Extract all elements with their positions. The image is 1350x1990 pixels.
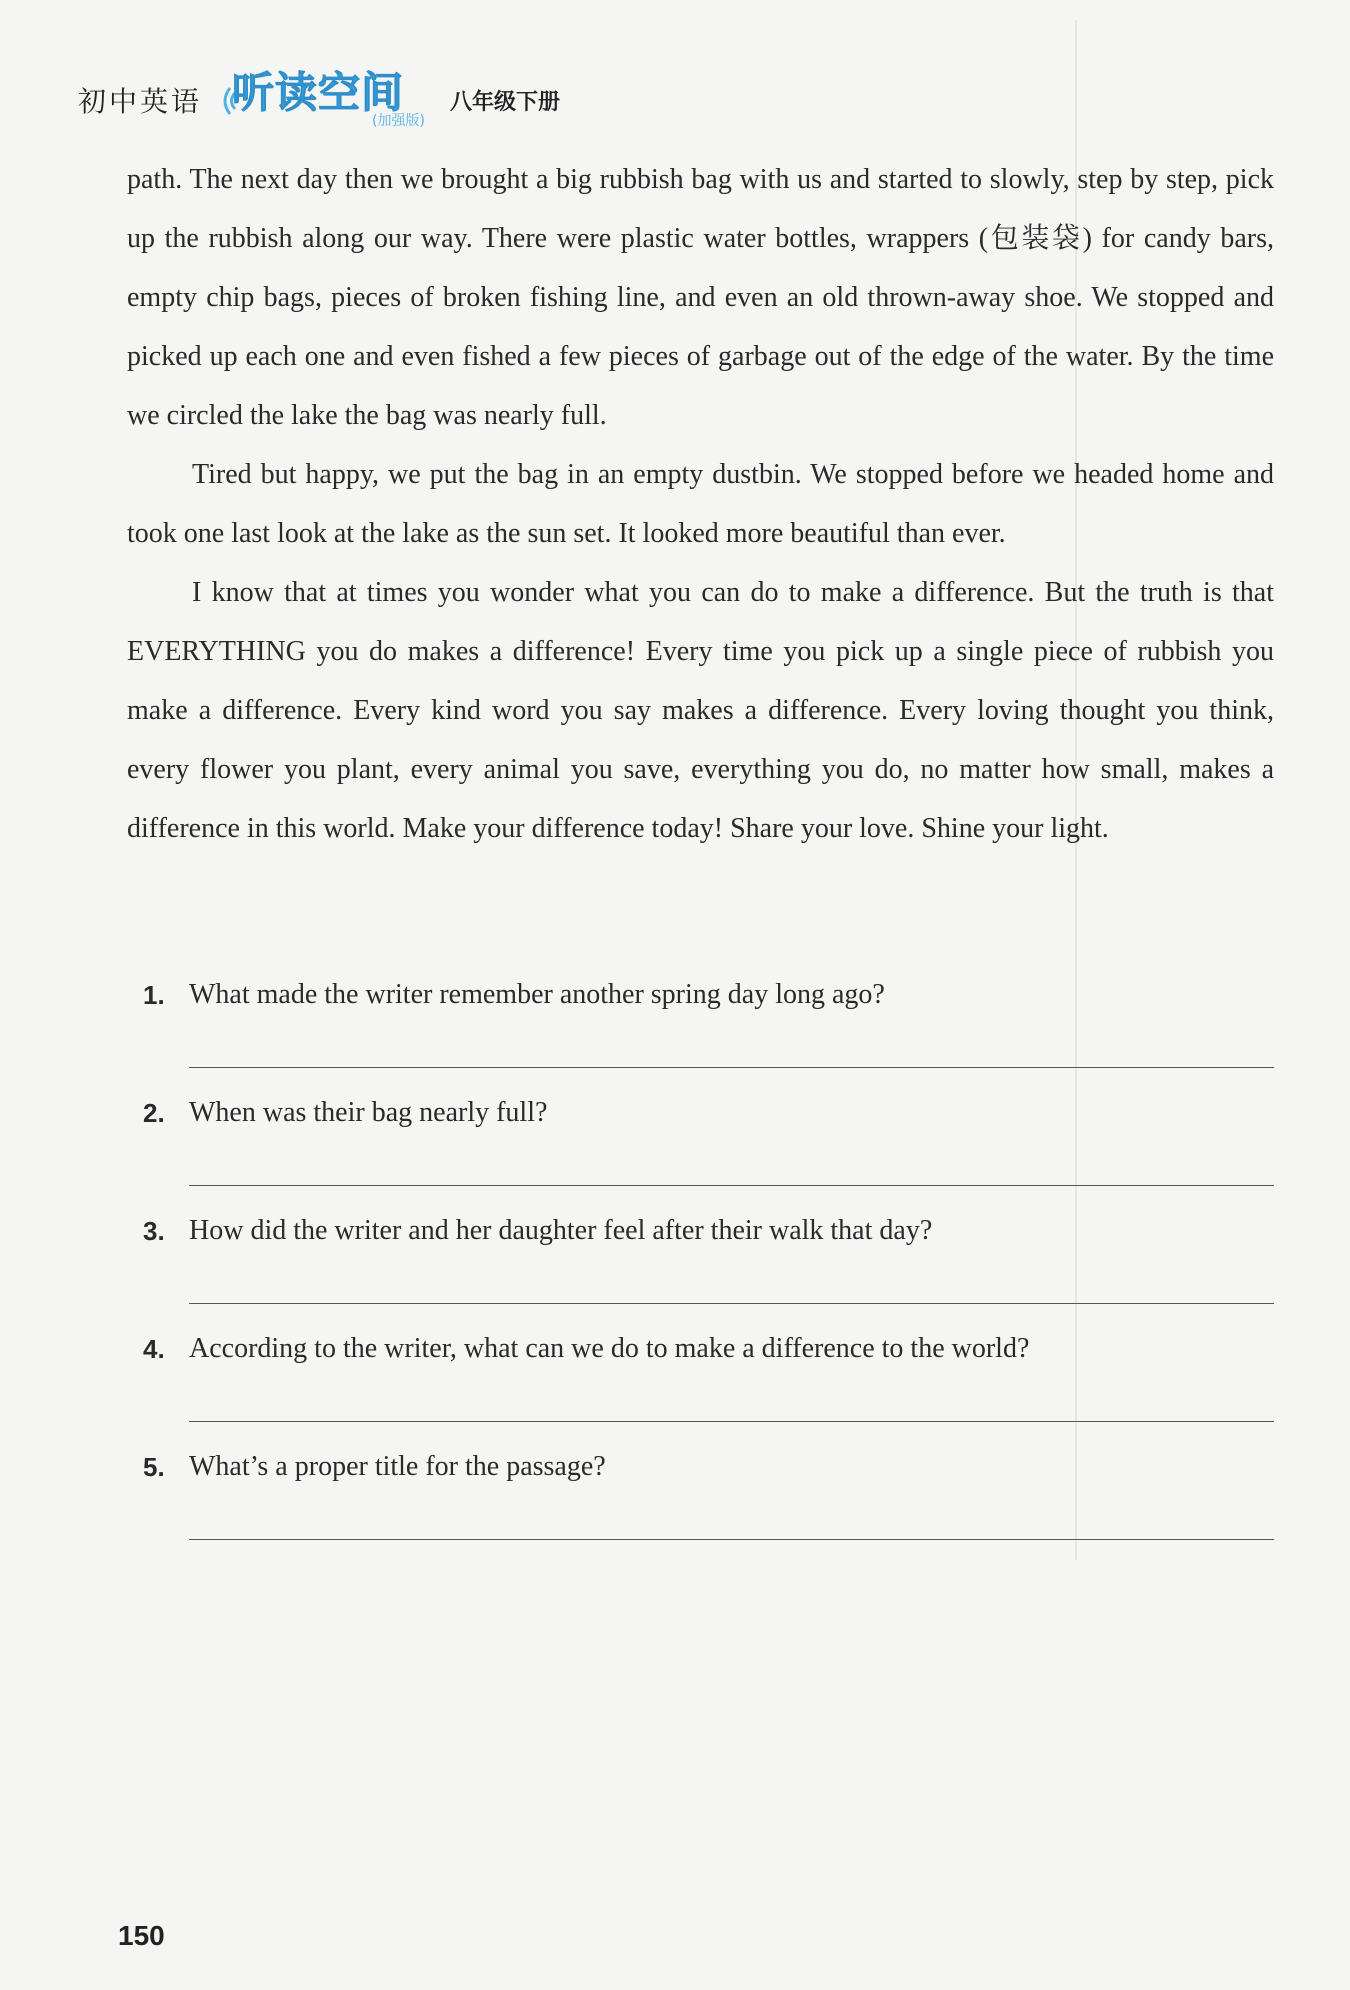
- question-text: What made the writer remember another spring day long ago?: [189, 979, 885, 1010]
- answer-line[interactable]: [189, 1067, 1274, 1068]
- answer-line[interactable]: [189, 1539, 1274, 1540]
- question-list: [143, 975, 1274, 1565]
- reading-passage: [127, 150, 1274, 858]
- answer-line[interactable]: [189, 1185, 1274, 1186]
- answer-line[interactable]: [189, 1421, 1274, 1422]
- question-text: When was their bag nearly full?: [189, 1097, 548, 1128]
- question-item: [143, 1329, 1274, 1447]
- question-item: [143, 975, 1274, 1093]
- brand-edition: (加强版): [372, 113, 425, 129]
- series-title: 初中英语: [78, 85, 203, 118]
- page-header: [78, 66, 560, 136]
- brand-logo: [214, 68, 444, 136]
- grade-label: 八年级下册: [450, 90, 561, 115]
- question-number: 2.: [143, 1098, 165, 1128]
- passage-paragraph-2: Tired but happy, we put the bag in an empty dustbin. We stopped before we headed home and took one last look at the lake as the sun set. It looked more beautiful than ever.: [127, 459, 1274, 549]
- brand-name: 听读空间: [232, 68, 405, 117]
- passage-paragraph-3: I know that at times you wonder what you can do to make a difference. But the truth is that EVERYTHING you do makes a difference! Every time you pick up a single piece of rubbish you make a difference. Every kind word you say makes a difference. Every loving thought you think, every flower you plant, every animal you save, everything you do, no matter how small, makes a difference in this world. Make your difference today! Share your love. Shine your light.: [127, 577, 1274, 844]
- question-number: 3.: [143, 1216, 165, 1246]
- answer-line[interactable]: [189, 1303, 1274, 1304]
- question-text: According to the writer, what can we do to make a difference to the world?: [189, 1333, 1030, 1364]
- question-item: [143, 1093, 1274, 1211]
- question-number: 5.: [143, 1452, 165, 1482]
- passage-paragraph-1: path. The next day then we brought a big rubbish bag with us and started to slowly, step by step, pick up the rubbish along our way. There were plastic water bottles, wrappers (包装袋) for candy bars, empty chip bags, pieces of broken fishing line, and even an old thrown-away shoe. We stopped and picked up each one and even fished a few pieces of garbage out of the edge of the water. By the time we circled the lake the bag was nearly full.: [127, 164, 1274, 431]
- page-number: 150: [118, 1920, 165, 1951]
- question-item: [143, 1211, 1274, 1329]
- question-number: 1.: [143, 980, 165, 1010]
- question-item: [143, 1447, 1274, 1565]
- question-number: 4.: [143, 1334, 165, 1364]
- question-text: How did the writer and her daughter feel after their walk that day?: [189, 1215, 933, 1246]
- question-text: What’s a proper title for the passage?: [189, 1451, 606, 1482]
